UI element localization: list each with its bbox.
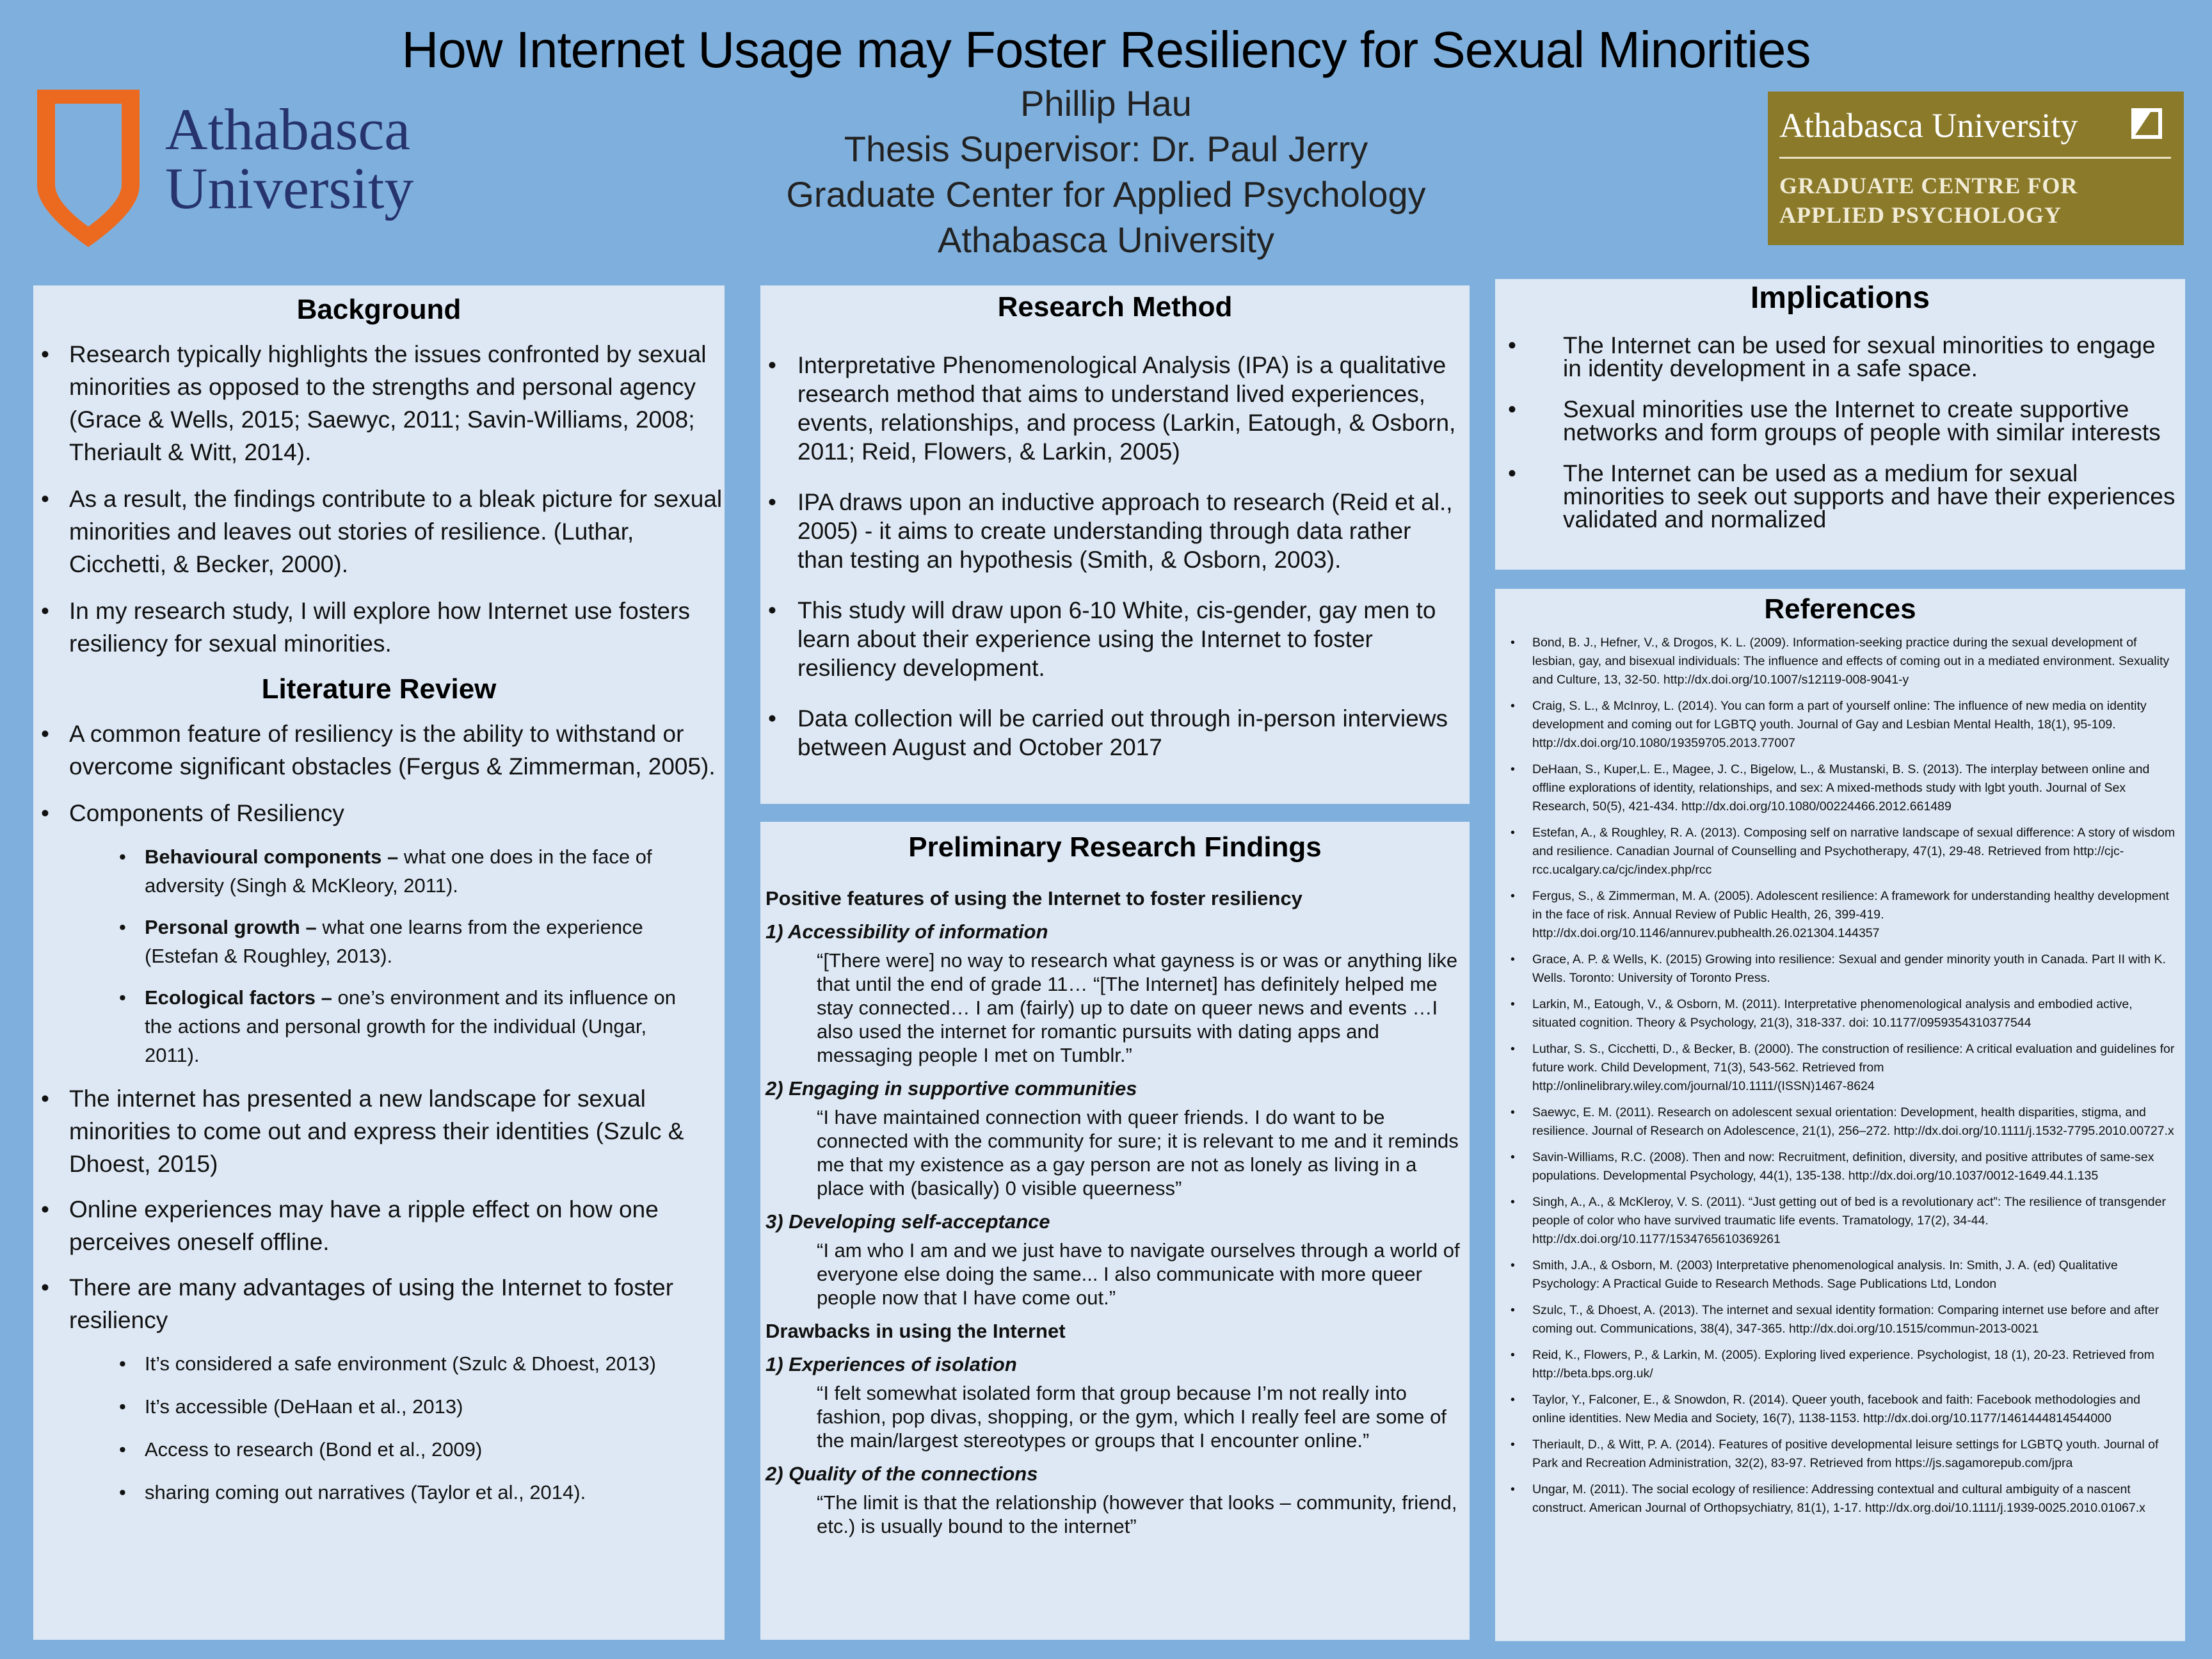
university: Athabasca University <box>937 220 1274 260</box>
references-list <box>1495 634 2185 1518</box>
literature-list-continued <box>33 1082 725 1336</box>
reference-item: • Craig, S. L., & McInroy, L. (2014). You can form a part of yourself online: The influence of new media on identity development and coming out for LGBTQ youth. Journal of Gay and Lesbian Mental Health, 18(1), 95-109. http://dx.doi.org/10.1080/19359705.2013.77007 <box>1502 697 2176 753</box>
drawbacks-heading: Drawbacks in using the Internet <box>765 1320 1066 1342</box>
list-item <box>119 842 705 900</box>
finding-subheading: 2) Quality of the connections <box>765 1463 1038 1485</box>
reference-item: • DeHaan, S., Kuper,L. E., Magee, J. C., Bigelow, L., & Mustanski, B. S. (2013). The interplay between online and offline explorations of identity, relationships, and sex: A mixed-methods study with lgbt youth. Journal of Sex Research, 50(5), 421-434. http://dx.doi.org/10.1080/00224466.2012.661489 <box>1502 760 2176 816</box>
list-item: • The internet has presented a new landscape for sexual minorities to come out and express their identities (Szulc & Dhoest, 2015) <box>41 1082 725 1180</box>
reference-item: • Szulc, T., & Dhoest, A. (2013). The internet and sexual identity formation: Comparing internet use before and after coming out. Communications, 38(4), 347-365. http://dx.doi.org/10.1515/commun-2013-0021 <box>1502 1301 2176 1338</box>
list-item <box>119 983 705 1070</box>
author-name: Phillip Hau <box>1020 83 1192 124</box>
implications-list <box>1495 334 2185 531</box>
reference-item: • Smith, J.A., & Osborn, M. (2003) Interpretative phenomenological analysis. In: Smith, J. A. (ed) Qualitative Psychology: A Practical Guide to Research Methods. Sage Publications Ltd, London <box>1502 1256 2176 1294</box>
component-text: what one does in the face of adversity (Singh & McKleory, 2011). <box>145 846 652 897</box>
advantages-list <box>33 1349 725 1507</box>
finding-quote: “I am who I am and we just have to navigate ourselves through a world of everyone else doing the same... I also communicate with more queer people now that I have come out.” <box>817 1239 1460 1309</box>
positive-heading: Positive features of using the Internet to foster resiliency <box>765 887 1302 910</box>
athabasca-logo <box>37 90 447 250</box>
reference-item: • Luthar, S. S., Cicchetti, D., & Becker, B. (2000). The construction of resilience: A critical evaluation and guidelines for future work. Child Development, 71(3), 543-562. Retrieved from http://onlinelibrary.wiley.com/journal/10.1111/(ISSN)1467-8624 <box>1502 1040 2176 1096</box>
reference-item: • Estefan, A., & Roughley, R. A. (2013). Composing self on narrative landscape of sexual difference: A story of wisdom and resilience. Canadian Journal of Counselling and Psychotherapy, 47(1), 29-48. Retrieved from http://cjc-rcc.ucalgary.ca/cjc/index.php/rcc <box>1502 824 2176 879</box>
finding-quote: “[There were] no way to research what gayness is or was or anything like that until the end of grade 11… “[The Internet] has definitely helped me stay connected… I am (fairly) up to date on queer news and events …I also used the internet for romantic pursuits with dating apps and messaging people I met on Tumblr.” <box>817 949 1458 1066</box>
list-item: • Sexual minorities use the Internet to create supportive networks and form groups of people with similar interests <box>1502 398 2179 444</box>
implications-panel <box>1495 279 2185 570</box>
finding-subheading: 1) Accessibility of information <box>765 920 1048 943</box>
finding-subheading: 2) Engaging in supportive communities <box>765 1077 1137 1100</box>
component-text: what one learns from the experience (Estefan & Roughley, 2013). <box>145 916 643 967</box>
list-item: • Components of Resiliency <box>41 797 725 830</box>
references-panel <box>1495 589 2185 1641</box>
logo-text-university: University <box>165 156 414 221</box>
list-item <box>119 913 705 970</box>
literature-list <box>33 717 725 830</box>
reference-item: • Singh, A., A., & McKleroy, V. S. (2011). “Just getting out of bed is a revolutionary act”: The resilience of transgender people of color who have survived traumatic life events. Tramatology, 17(2), 34-44. http://dx.doi.org/10.1177/1534765610369261 <box>1502 1193 2176 1249</box>
list-item: • IPA draws upon an inductive approach to research (Reid et al., 2005) - it aims to create understanding through data rather than testing an hypothesis (Smith, & Osborn, 2003). <box>764 488 1463 574</box>
references-heading: References <box>1764 593 1916 625</box>
list-item: • This study will draw upon 6-10 White, cis-gender, gay men to learn about their experience using the Internet to foster resiliency development. <box>764 596 1463 682</box>
reference-item: • Larkin, M., Eatough, V., & Osborn, M. (2011). Interpretative phenomenological analysis and embodied active, situated cognition. Theory & Psychology, 21(3), 318-337. doi: 10.1177/0959354310377544 <box>1502 995 2176 1032</box>
supervisor: Thesis Supervisor: Dr. Paul Jerry <box>844 129 1368 169</box>
logo-mark-icon <box>2131 108 2162 139</box>
list-item: • It’s accessible (DeHaan et al., 2013) <box>119 1392 705 1421</box>
finding-quote: “The limit is that the relationship (however that looks – community, friend, etc.) is usually bound to the internet” <box>817 1491 1457 1537</box>
reference-item: • Saewyc, E. M. (2011). Research on adolescent sexual orientation: Development, health disparities, stigma, and resilience. Journal of Research on Adolescence, 21(1), 256–272. http://dx.doi.org/10.1111/j.1532-7795.2010.00727.x <box>1502 1103 2176 1141</box>
list-item: • A common feature of resiliency is the ability to withstand or overcome significant obstacles (Fergus & Zimmerman, 2005). <box>41 717 725 783</box>
findings-heading: Preliminary Research Findings <box>908 831 1322 863</box>
poster-title: How Internet Usage may Foster Resiliency for Sexual Minorities <box>401 21 1811 78</box>
list-item: • Research typically highlights the issues confronted by sexual minorities as opposed to the strengths and personal agency (Grace & Wells, 2015; Saewyc, 2011; Savin-Williams, 2008; Theriault & Witt, 2014). <box>41 338 725 469</box>
list-item: • sharing coming out narratives (Taylor et al., 2014). <box>119 1478 705 1507</box>
list-item: • There are many advantages of using the Internet to foster resiliency <box>41 1271 725 1336</box>
finding-subheading: 3) Developing self-acceptance <box>765 1210 1050 1233</box>
list-item: • Online experiences may have a ripple effect on how one perceives oneself offline. <box>41 1193 725 1258</box>
gcap-logo-line3: APPLIED PSYCHOLOGY <box>1779 202 2062 228</box>
component-term: Behavioural components – <box>145 846 399 868</box>
gcap-logo <box>1768 92 2184 245</box>
list-item: • Data collection will be carried out through in-person interviews between August and October 2017 <box>764 704 1463 762</box>
reference-item: • Reid, K., Flowers, P., & Larkin, M. (2005). Exploring lived experience. Psychologist, 18 (1), 20-23. Retrieved from http://beta.bps.org.uk/ <box>1502 1346 2176 1383</box>
author-block <box>640 81 1572 262</box>
reference-item: • Savin-Williams, R.C. (2008). Then and now: Recruitment, definition, diversity, and positive attributes of same-sex populations. Developmental Psychology, 44(1), 135-138. http://dx.doi.org/10.1037/0012-1649.44.1.135 <box>1502 1148 2176 1185</box>
method-list <box>760 351 1470 762</box>
finding-quote: “I have maintained connection with queer friends. I do want to be connected with the community for sure; it is relevant to me and it reminds me that my existence as a gay person are not as lonely as living in a place with (basically) 0 visible queerness” <box>817 1106 1459 1199</box>
implications-heading: Implications <box>1750 281 1930 315</box>
literature-heading: Literature Review <box>261 673 497 705</box>
shield-icon <box>37 90 140 247</box>
method-heading: Research Method <box>997 291 1233 323</box>
background-panel <box>33 285 725 1640</box>
gcap-logo-line2: GRADUATE CENTRE FOR <box>1779 173 2078 198</box>
background-list <box>33 338 725 660</box>
findings-panel <box>760 822 1470 1640</box>
gcap-logo-university: Athabasca University <box>1779 106 2078 145</box>
reference-item: • Bond, B. J., Hefner, V., & Drogos, K. L. (2009). Information-seeking practice during the sexual development of lesbian, gay, and bisexual individuals: The influence and effects of coming out in a mediated environment. Sexuality and Culture, 13, 32-50. http://dx.doi.org/10.1007/s12119-008-9041-y <box>1502 634 2176 689</box>
component-text: one’s environment and its influence on the actions and personal growth for the individual (Ungar, 2011). <box>145 986 677 1066</box>
list-item: • It’s considered a safe environment (Szulc & Dhoest, 2013) <box>119 1349 705 1378</box>
department: Graduate Center for Applied Psychology <box>786 174 1426 214</box>
reference-item: • Fergus, S., & Zimmerman, M. A. (2005). Adolescent resilience: A framework for understanding healthy development in the face of risk. Annual Review of Public Health, 26, 399-419. http://dx.doi.org/10.1146/annurev.pubhealth.26.021304.144357 <box>1502 887 2176 943</box>
list-item: • In my research study, I will explore how Internet use fosters resiliency for sexual minorities. <box>41 595 725 660</box>
logo-text-athabasca: Athabasca <box>165 97 411 162</box>
logo-divider <box>1779 157 2171 159</box>
list-item: • The Internet can be used as a medium for sexual minorities to seek out supports and have their experiences validated and normalized <box>1502 462 2179 531</box>
reference-item: • Ungar, M. (2011). The social ecology of resilience: Addressing contextual and cultural ambiguity of a nascent construct. American Journal of Orthopsychiatry, 81(1), 1-17. http://dx.org.doi/10.1111/j.1939-0025.2010.01067.x <box>1502 1480 2176 1518</box>
component-term: Ecological factors – <box>145 986 332 1009</box>
list-item: • As a result, the findings contribute to a bleak picture for sexual minorities and leaves out stories of resilience. (Luthar, Cicchetti, & Becker, 2000). <box>41 483 725 581</box>
list-item: • Access to research (Bond et al., 2009) <box>119 1435 705 1464</box>
component-term: Personal growth – <box>145 916 317 938</box>
reference-item: • Grace, A. P. & Wells, K. (2015) Growing into resilience: Sexual and gender minority youth in Canada. Part II with K. Wells. Toronto: University of Toronto Press. <box>1502 950 2176 988</box>
components-list <box>33 842 725 1070</box>
list-item: • Interpretative Phenomenological Analysis (IPA) is a qualitative research method that aims to understand lived experiences, events, relationships, and process (Larkin, Eatough, & Osborn, 2011; Reid, Flowers, & Larkin, 2005) <box>764 351 1463 466</box>
reference-item: • Theriault, D., & Witt, P. A. (2014). Features of positive developmental leisure settings for LGBTQ youth. Journal of Park and Recreation Administration, 32(2), 83-97. Retrieved from https://js.sagamorepub.com/jpra <box>1502 1436 2176 1473</box>
reference-item: • Taylor, Y., Falconer, E., & Snowdon, R. (2014). Queer youth, facebook and faith: Facebook methodologies and online identities. New Media and Society, 16(7), 1138-1153. http://dx.doi.org/10.1177/1461444814544000 <box>1502 1391 2176 1428</box>
research-method-panel <box>760 285 1470 804</box>
background-heading: Background <box>296 294 461 325</box>
finding-subheading: 1) Experiences of isolation <box>765 1353 1017 1375</box>
list-item: • The Internet can be used for sexual minorities to engage in identity development in a safe space. <box>1502 334 2179 380</box>
finding-quote: “I felt somewhat isolated form that group because I’m not really into fashion, pop divas, shopping, or the gym, which I really feel are some of the main/largest stereotypes or groups that I encounter online.” <box>817 1382 1447 1452</box>
